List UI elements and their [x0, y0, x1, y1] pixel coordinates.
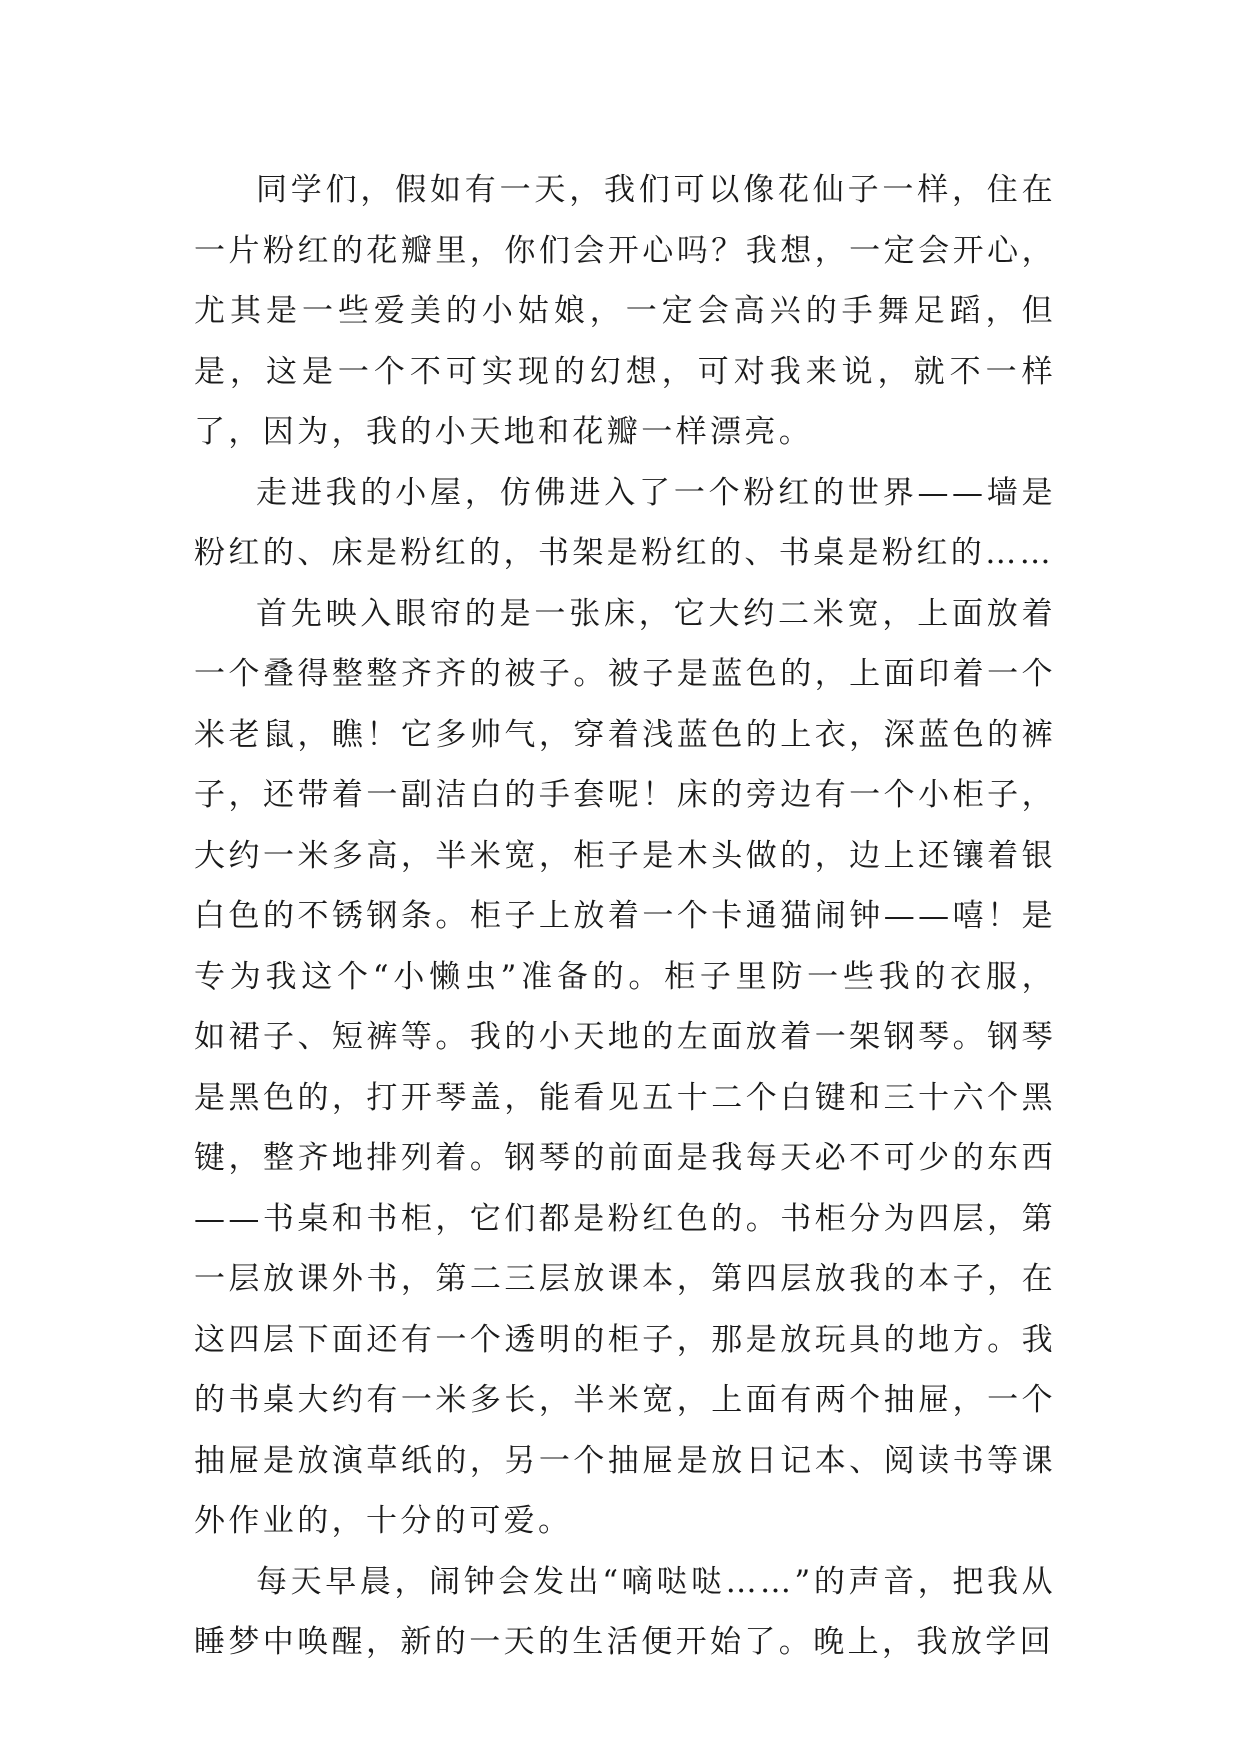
paragraph-1: 同学们，假如有一天，我们可以像花仙子一样，住在一片粉红的花瓣里，你们会开心吗？我想，一定会开心，尤其是一些爱美的小姑娘，一定会高兴的手舞足蹈，但是，这是一个不可实现的幻想，可对我来说，就不一样了，因为，我的小天地和花瓣一样漂亮。: [194, 172, 1056, 450]
paragraph-4: 每天早晨，闹钟会发出“嘀哒哒……”的声音，把我从睡梦中唤醒，新的一天的生活便开始了。晚上，我放学回: [194, 1563, 1056, 1660]
paragraph-2: 走进我的小屋，仿佛进入了一个粉红的世界——墙是粉红的、床是粉红的，书架是粉红的、书桌是粉红的……: [194, 474, 1056, 571]
document-body: [194, 160, 1056, 1673]
paragraph-3: 首先映入眼帘的是一张床，它大约二米宽，上面放着一个叠得整整齐齐的被子。被子是蓝色的，上面印着一个米老鼠，瞧！它多帅气，穿着浅蓝色的上衣，深蓝色的裤子，还带着一副洁白的手套呢！床的旁边有一个小柜子，大约一米多高，半米宽，柜子是木头做的，边上还镶着银白色的不锈钢条。柜子上放着一个卡通猫闹钟——嘻！是专为我这个“小懒虫”准备的。柜子里防一些我的衣服，如裙子、短裤等。我的小天地的左面放着一架钢琴。钢琴是黑色的，打开琴盖，能看见五十二个白键和三十六个黑键，整齐地排列着。钢琴的前面是我每天必不可少的东西——书桌和书柜，它们都是粉红色的。书柜分为四层，第一层放课外书，第二三层放课本，第四层放我的本子，在这四层下面还有一个透明的柜子，那是放玩具的地方。我的书桌大约有一米多长，半米宽，上面有两个抽屉，一个抽屉是放演草纸的，另一个抽屉是放日记本、阅读书等课外作业的，十分的可爱。: [194, 595, 1056, 1539]
